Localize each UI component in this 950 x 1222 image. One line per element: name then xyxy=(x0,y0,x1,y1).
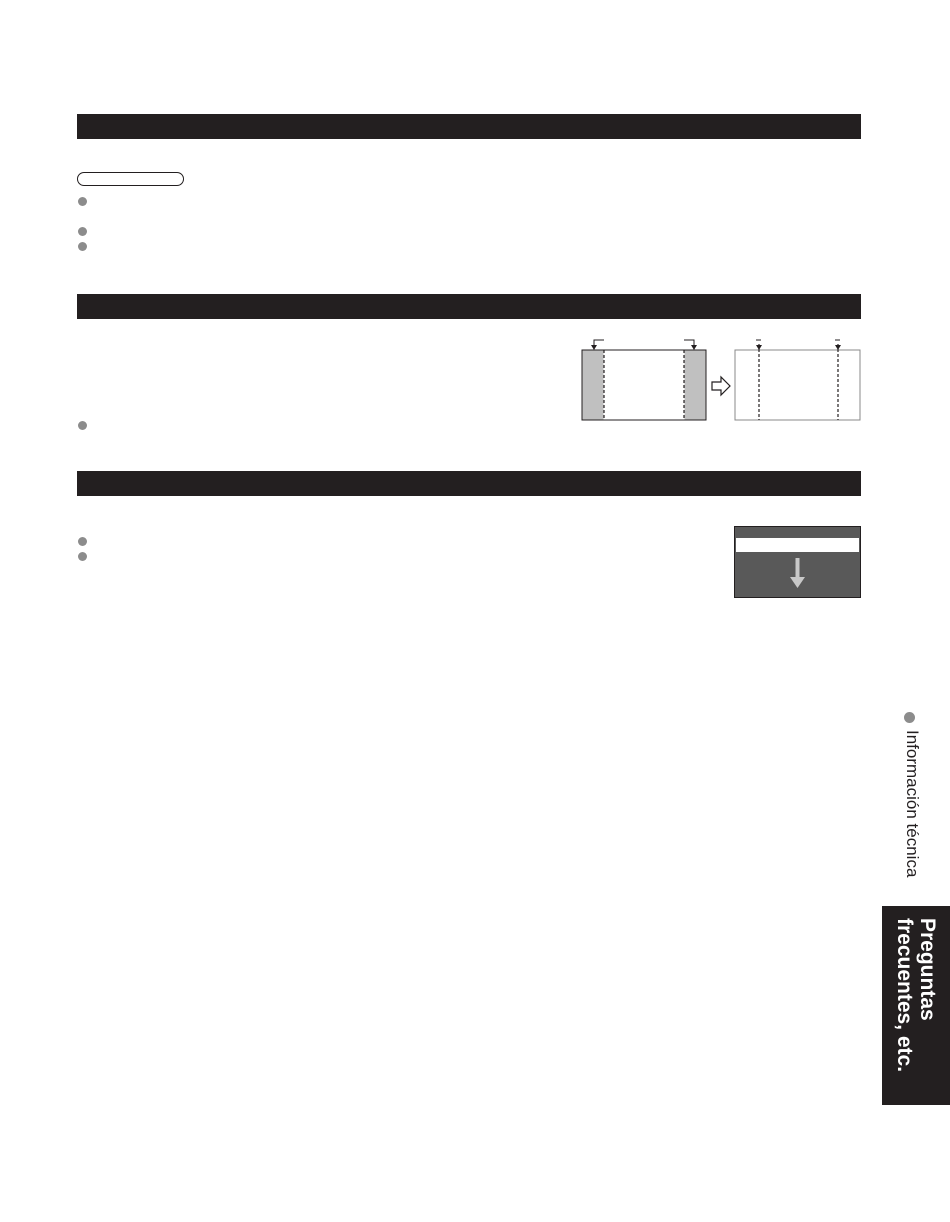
bullet-icon xyxy=(904,712,915,723)
bullet-point xyxy=(78,421,87,430)
bullet-point xyxy=(78,552,87,561)
chapter-tab xyxy=(882,906,950,1105)
section-header-bar-2 xyxy=(77,294,861,319)
scrolling-screen-diagram xyxy=(734,526,862,599)
note-label-pill xyxy=(77,172,184,186)
section-header-bar-1 xyxy=(77,114,861,139)
bullet-point xyxy=(78,242,87,251)
bullet-point xyxy=(78,537,87,546)
bullet-point xyxy=(78,227,87,236)
chapter-tab-title-line2: frecuentes, etc. xyxy=(893,918,916,1073)
chapter-tab-title-line1: Preguntas xyxy=(916,918,939,1021)
side-section-label: Información técnica xyxy=(903,730,922,878)
bullet-point xyxy=(78,197,87,206)
section-header-bar-3 xyxy=(77,471,861,496)
side-panel-diagram xyxy=(578,330,864,425)
side-section-indicator xyxy=(898,712,938,912)
